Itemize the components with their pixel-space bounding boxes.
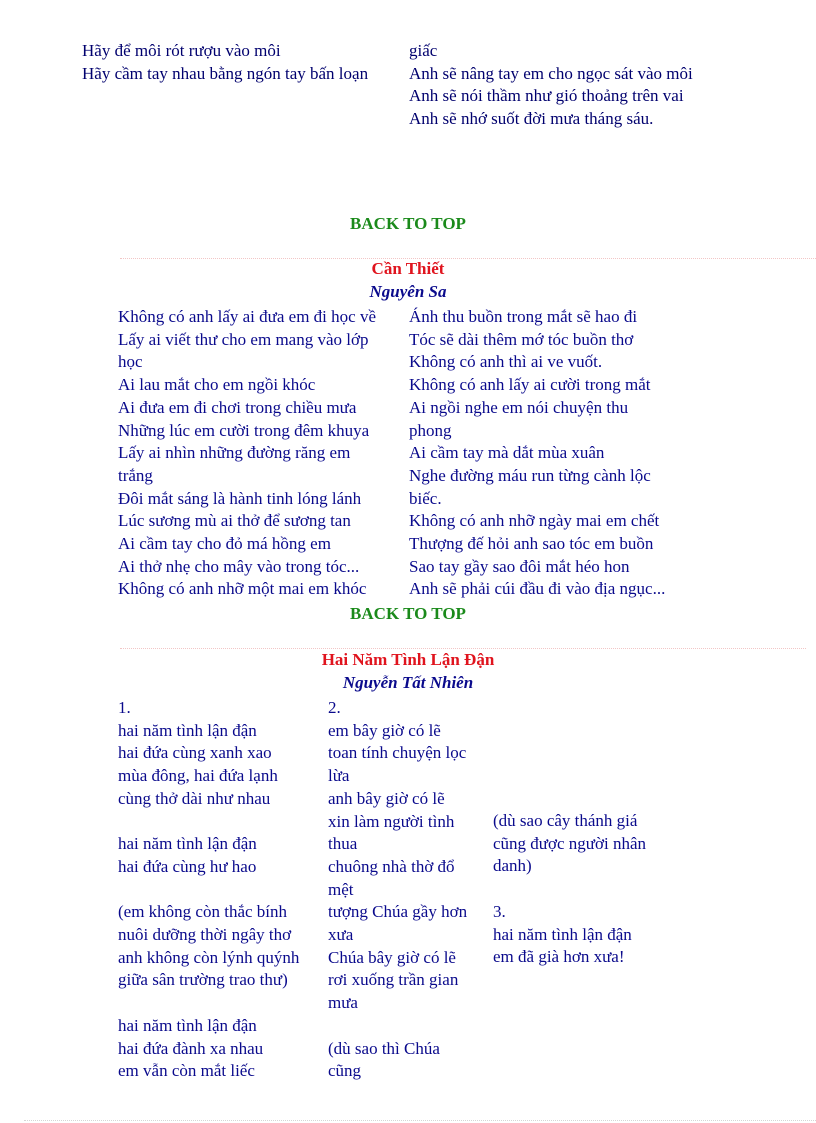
poem-line: Những lúc em cười trong đêm khuya xyxy=(118,420,370,440)
poem-title: Cần Thiết xyxy=(371,259,445,278)
poem-line: danh) xyxy=(493,856,532,876)
poem-line: biếc. xyxy=(409,488,442,508)
poem-line: mưa xyxy=(328,993,358,1013)
poem-line: em đã già hơn xưa! xyxy=(493,947,625,967)
poem-line: Đôi mắt sáng là hành tinh lóng lánh xyxy=(118,488,362,508)
poem-line: hai năm tình lận đận xyxy=(118,834,257,854)
poem-line: chuông nhà thờ đổ xyxy=(328,856,455,876)
poem-line: (dù sao cây thánh giá xyxy=(493,811,638,830)
back-to-top-link[interactable]: BACK TO TOP xyxy=(350,604,466,623)
poem-line: Thượng đế hỏi anh sao tóc em buồn xyxy=(409,534,654,554)
poem-line: giữa sân trường trao thư) xyxy=(118,970,288,990)
poem-line: Lúc sương mù ai thở để sương tan xyxy=(118,511,351,531)
poem-line: cũng xyxy=(328,1061,362,1081)
poem-line: Sao tay gầy sao đôi mắt héo hon xyxy=(409,556,630,576)
poem-line: Anh sẽ nhớ suốt đời mưa tháng sáu. xyxy=(409,109,654,129)
poem-line: hai đứa cùng hư hao xyxy=(118,856,257,876)
poem-line: Hãy để môi rót rượu vào môi xyxy=(82,41,281,60)
back-to-top-link[interactable]: BACK TO TOP xyxy=(350,214,466,233)
divider xyxy=(120,648,806,649)
poem-line: hai năm tình lận đận xyxy=(118,1015,257,1035)
poem-line: hai năm tình lận đận xyxy=(493,924,632,944)
divider xyxy=(24,1120,816,1121)
poem-line: Ai lau mắt cho em ngồi khóc xyxy=(118,375,316,395)
poem-line: thua xyxy=(328,834,358,854)
poem-line: mệt xyxy=(328,879,354,899)
poem-line xyxy=(328,1015,467,1038)
poem-line: Không có anh thì ai ve vuốt. xyxy=(409,352,603,372)
poem-line: học xyxy=(118,352,143,372)
poem-author: Nguyên Sa xyxy=(369,282,447,301)
poem-line: anh bây giờ có lẽ xyxy=(328,788,445,808)
poem-line: Nghe đường máu run từng cành lộc xyxy=(409,465,651,485)
poem-line: xin làm người tình xyxy=(328,811,455,831)
poem-line xyxy=(118,992,299,1015)
poem-line: Ai đưa em đi chơi trong chiều mưa xyxy=(118,397,357,417)
poem-line: Anh sẽ nâng tay em cho ngọc sát vào môi xyxy=(409,63,693,83)
poem-line xyxy=(118,879,299,902)
poem-line: trắng xyxy=(118,465,153,485)
poem-line xyxy=(118,811,299,834)
poem-line: Không có anh nhỡ ngày mai em chết xyxy=(409,511,660,531)
poem-line: lừa xyxy=(328,766,350,786)
poem-line: Ai ngồi nghe em nói chuyện thu xyxy=(409,397,629,417)
poem-column-1 xyxy=(118,697,299,1083)
poem-line: Anh sẽ nói thầm như gió thoảng trên vai xyxy=(409,86,684,106)
poem-line: 2. xyxy=(328,698,341,717)
poem-line: Anh sẽ phải cúi đầu đi vào địa ngục... xyxy=(409,579,666,599)
poem-line: 1. xyxy=(118,698,131,717)
poem-line: xưa xyxy=(328,925,354,945)
poem-line: Không có anh lấy ai cười trong mắt xyxy=(409,375,651,395)
poem-line: toan tính chuyện lọc xyxy=(328,743,467,763)
poem-line: em bây giờ có lẽ xyxy=(328,720,441,740)
poem-column-2 xyxy=(328,697,467,1083)
poem-line: Ai cầm tay cho đỏ má hồng em xyxy=(118,534,331,554)
poem-line: hai đứa cùng xanh xao xyxy=(118,743,272,763)
poem-line: Tóc sẽ dài thêm mớ tóc buồn thơ xyxy=(409,329,634,349)
poem-left-column xyxy=(118,306,376,601)
poem-line: Ánh thu buồn trong mắt sẽ hao đi xyxy=(409,307,638,326)
poem-right-column xyxy=(409,306,665,601)
poem-line: (dù sao thì Chúa xyxy=(328,1038,440,1058)
poem-line: hai đứa đành xa nhau xyxy=(118,1038,264,1058)
poem-line: em vẫn còn mắt liếc xyxy=(118,1061,255,1081)
poem-line: phong xyxy=(409,420,452,440)
poem-line: Hãy cầm tay nhau bằng ngón tay bấn loạn xyxy=(82,63,369,83)
poem-line: anh không còn lýnh quýnh xyxy=(118,947,300,967)
poem-line: Ai cầm tay mà dắt mùa xuân xyxy=(409,443,605,463)
poem-title: Hai Năm Tình Lận Đận xyxy=(321,650,495,669)
poem-line: mùa đông, hai đứa lạnh xyxy=(118,766,278,786)
poem-line xyxy=(493,878,646,901)
poem-line: (em không còn thắc bính xyxy=(118,902,288,922)
poem-line: hai năm tình lận đận xyxy=(118,720,257,740)
poem-line: tượng Chúa gầy hơn xyxy=(328,902,468,922)
top-poem-left xyxy=(82,40,368,85)
poem-line: Chúa bây giờ có lẽ xyxy=(328,947,456,967)
poem-line: Lấy ai viết thư cho em mang vào lớp xyxy=(118,329,369,349)
poem-line: Lấy ai nhìn những đường răng em xyxy=(118,443,351,463)
poem-line: Ai thở nhẹ cho mây vào trong tóc... xyxy=(118,556,360,576)
poem-line: cùng thở dài như nhau xyxy=(118,788,271,808)
poem-line: giấc xyxy=(409,41,438,60)
poem-line: nuôi dưỡng thời ngây thơ xyxy=(118,925,292,945)
poem-line: rơi xuống trần gian xyxy=(328,970,459,990)
poem-line: Không có anh lấy ai đưa em đi học về xyxy=(118,307,376,326)
poem-line: 3. xyxy=(493,901,506,921)
top-poem-right xyxy=(409,40,693,131)
poem-author: Nguyễn Tất Nhiên xyxy=(342,673,474,692)
poem-line: Không có anh nhỡ một mai em khóc xyxy=(118,579,367,599)
poem-line: cũng được người nhân xyxy=(493,833,647,853)
poem-column-3 xyxy=(493,810,646,969)
